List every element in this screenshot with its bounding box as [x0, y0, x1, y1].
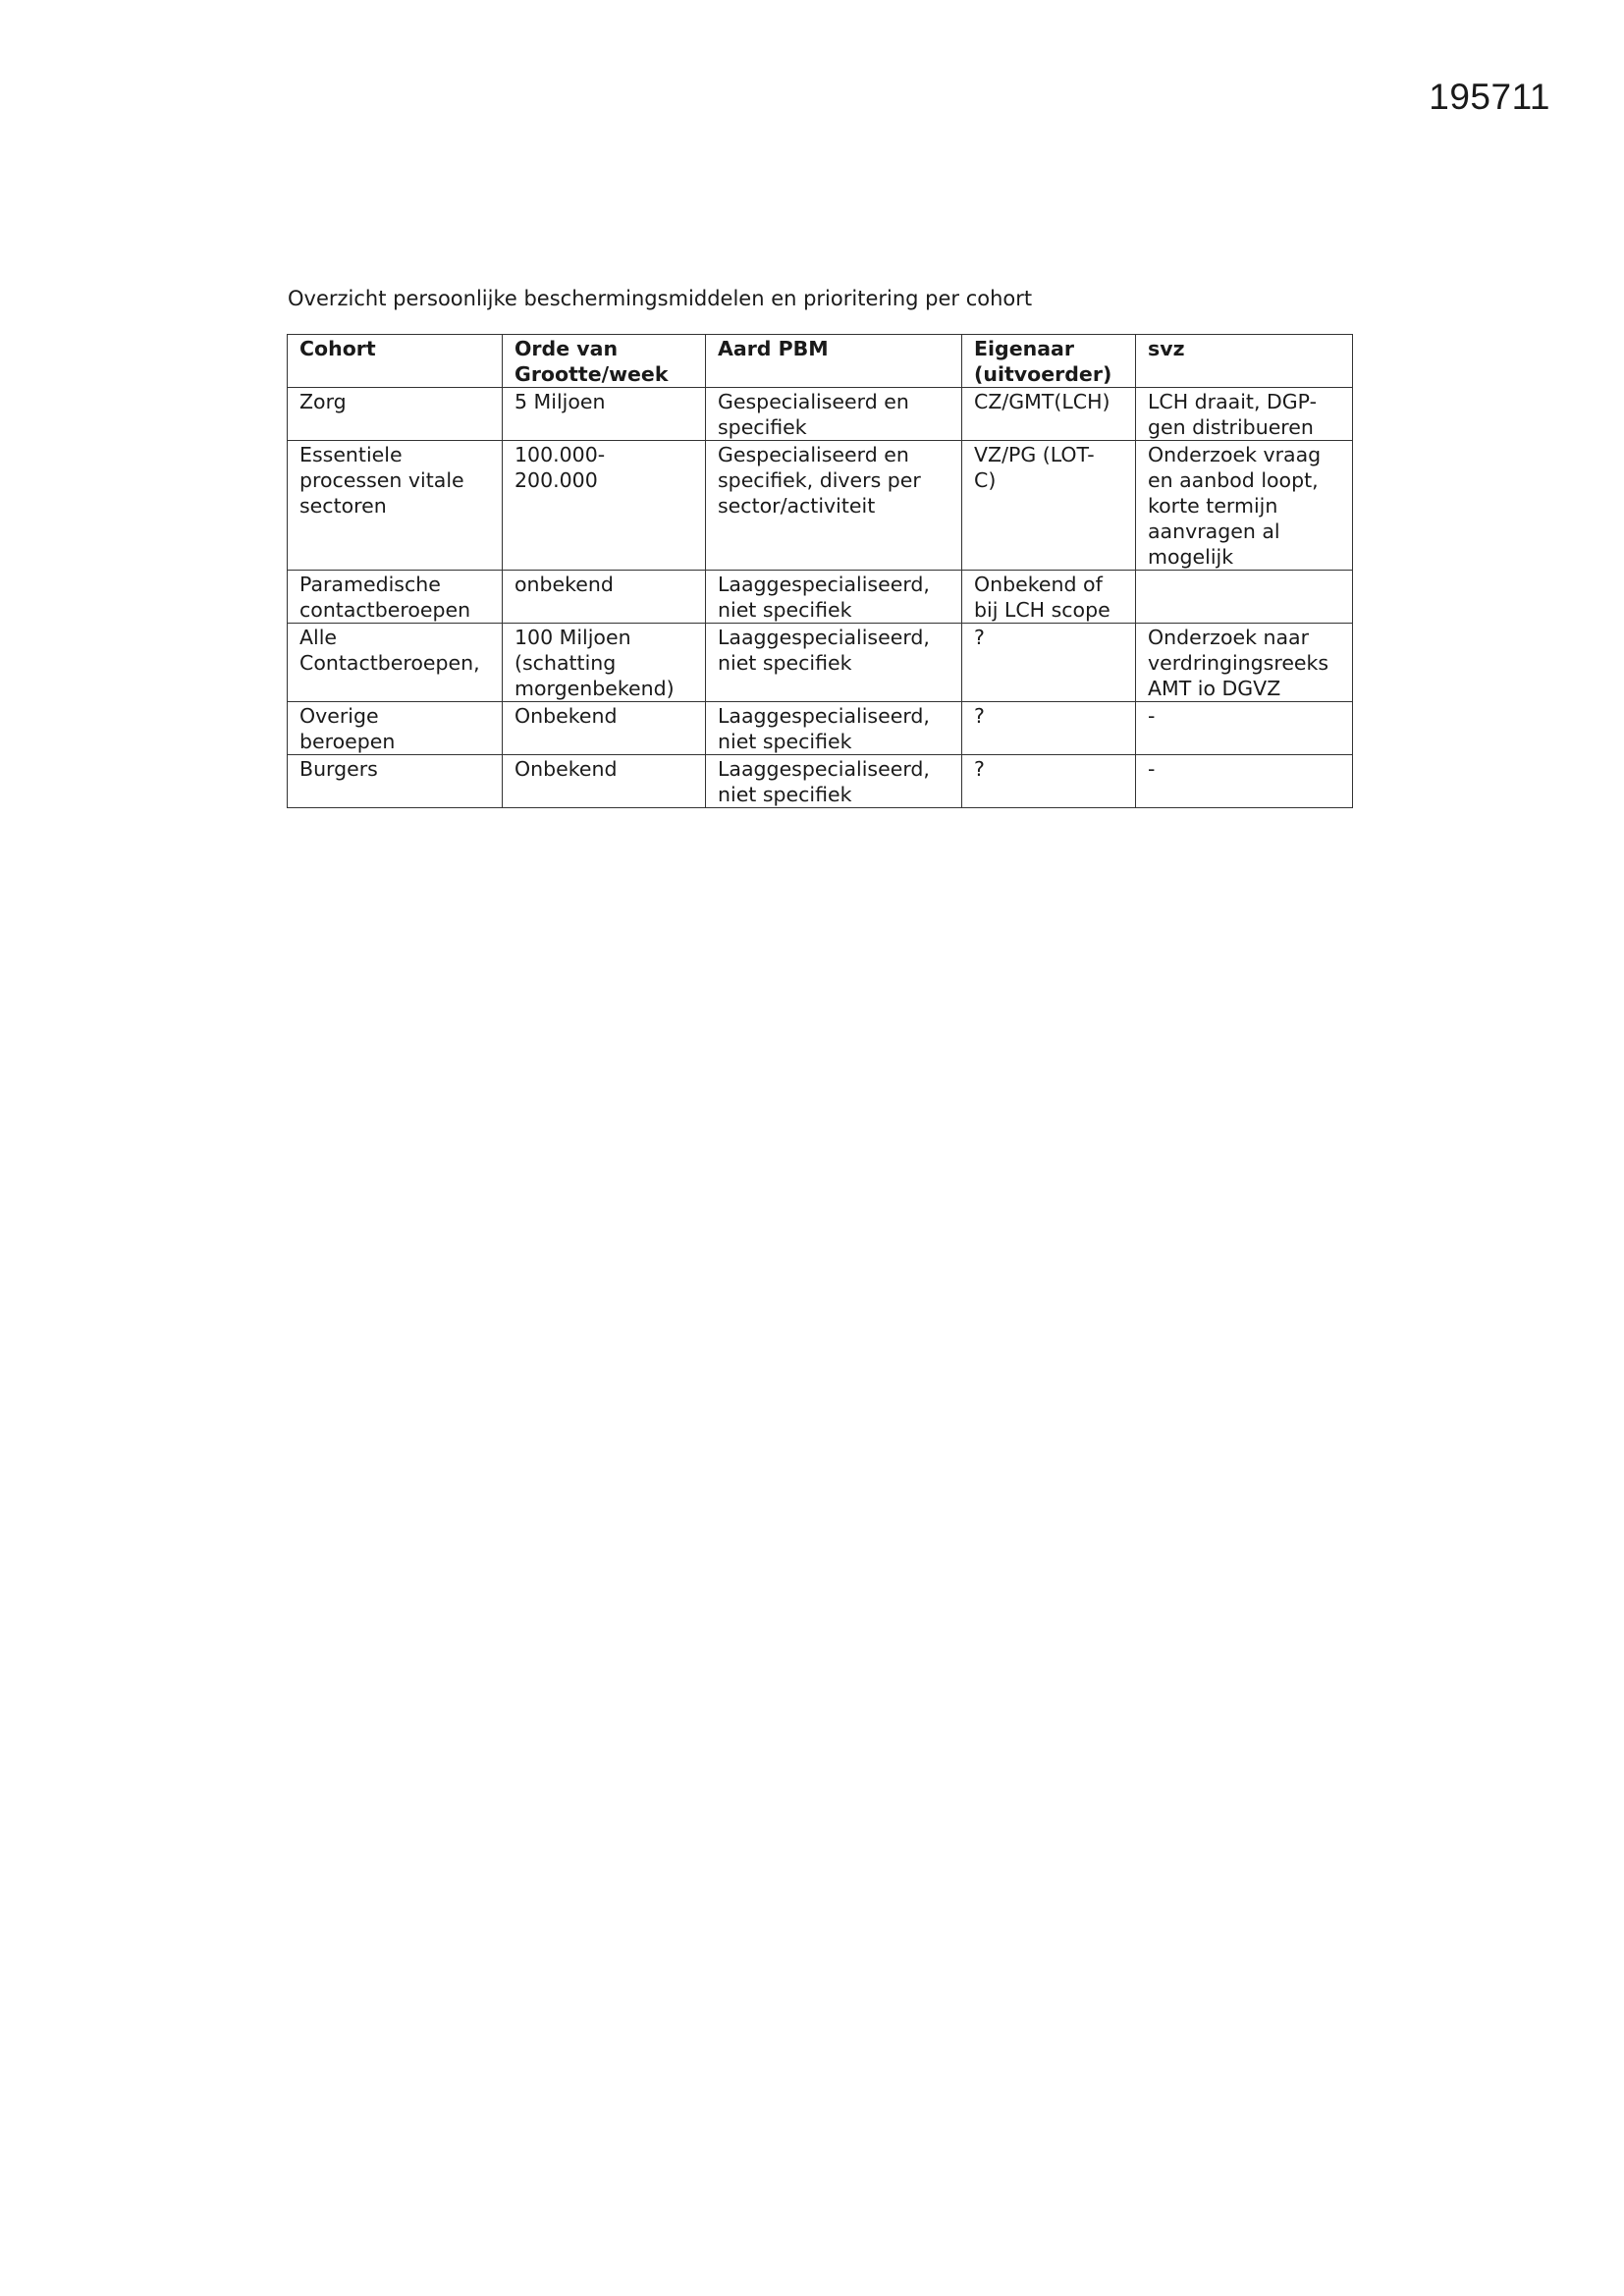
cell-orde: 100.000- 200.000: [503, 441, 706, 571]
cell-cohort: Burgers: [288, 755, 503, 808]
header-orde-van-grootte: Orde van Grootte/week: [503, 335, 706, 388]
cell-aard: Laaggespecialiseerd, niet specifiek: [706, 571, 962, 624]
cell-svz: Onderzoek vraag en aanbod loopt, korte termijn aanvragen al mogelijk: [1136, 441, 1353, 571]
cell-svz: -: [1136, 702, 1353, 755]
table-row: [288, 388, 1353, 441]
document-number: 195711: [1429, 77, 1550, 117]
cell-cohort: Paramedische contactberoepen: [288, 571, 503, 624]
cell-svz: Onderzoek naar verdringingsreeks AMT io DGVZ: [1136, 624, 1353, 702]
cell-orde: onbekend: [503, 571, 706, 624]
cell-eigenaar: Onbekend of bij LCH scope: [962, 571, 1136, 624]
cell-aard: Laaggespecialiseerd, niet specifiek: [706, 755, 962, 808]
header-aard-pbm: Aard PBM: [706, 335, 962, 388]
table-row: [288, 624, 1353, 702]
header-cohort: Cohort: [288, 335, 503, 388]
cell-eigenaar: ?: [962, 755, 1136, 808]
cell-eigenaar: ?: [962, 702, 1136, 755]
cell-aard: Laaggespecialiseerd, niet specifiek: [706, 624, 962, 702]
cell-cohort: Alle Contactberoepen,: [288, 624, 503, 702]
cell-eigenaar: CZ/GMT(LCH): [962, 388, 1136, 441]
cell-orde: Onbekend: [503, 755, 706, 808]
cell-cohort: Essentiele processen vitale sectoren: [288, 441, 503, 571]
cell-svz: -: [1136, 755, 1353, 808]
pbm-priority-table: [287, 334, 1353, 808]
cell-aard: Gespecialiseerd en specifiek, divers per sector/activiteit: [706, 441, 962, 571]
cell-cohort: Overige beroepen: [288, 702, 503, 755]
cell-eigenaar: VZ/PG (LOT- C): [962, 441, 1136, 571]
table-header-row: [288, 335, 1353, 388]
header-eigenaar: Eigenaar (uitvoerder): [962, 335, 1136, 388]
cell-eigenaar: ?: [962, 624, 1136, 702]
table-row: [288, 702, 1353, 755]
cell-aard: Gespecialiseerd en specifiek: [706, 388, 962, 441]
cell-cohort: Zorg: [288, 388, 503, 441]
table-row: [288, 571, 1353, 624]
table-row: [288, 755, 1353, 808]
table-caption: Overzicht persoonlijke beschermingsmiddelen en prioritering per cohort: [288, 287, 1033, 310]
cell-svz: LCH draait, DGP- gen distribueren: [1136, 388, 1353, 441]
header-svz: svz: [1136, 335, 1353, 388]
cell-orde: 5 Miljoen: [503, 388, 706, 441]
cell-svz: [1136, 571, 1353, 624]
cell-orde: Onbekend: [503, 702, 706, 755]
cell-orde: 100 Miljoen (schatting morgenbekend): [503, 624, 706, 702]
table-row: [288, 441, 1353, 571]
cell-aard: Laaggespecialiseerd, niet specifiek: [706, 702, 962, 755]
